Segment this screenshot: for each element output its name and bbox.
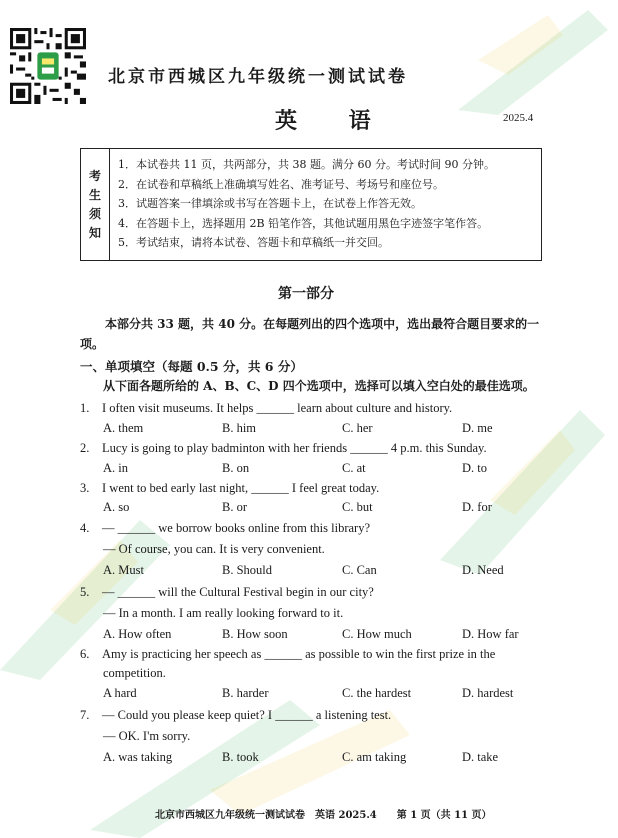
part-intro: 本部分共 33 题，共 40 分。在每题列出的四个选项中，选出最符合题目要求的一项。 <box>80 317 540 351</box>
option-d: D. hardest <box>462 686 514 700</box>
option-c: C. the hardest <box>342 686 412 700</box>
question-text: Lucy is going to play badminton with her friends ______ 4 p.m. this Sunday. <box>102 441 487 455</box>
option-c: C. How much <box>342 627 412 641</box>
notice-item: 4．在答题卡上，选择题用 2B 铅笔作答，其他试题用黑色字迹签字笔作答。 <box>118 216 489 230</box>
question-text: — ______ will the Cultural Festival begin in our city? <box>102 585 374 599</box>
option-c: C. Can <box>342 563 377 577</box>
option-c: C. but <box>342 500 373 514</box>
option-d: D. Need <box>462 563 504 577</box>
option-d: D. to <box>462 461 487 475</box>
question-stem <box>80 521 370 536</box>
watermark-logo-mid-right <box>430 380 618 580</box>
question-number: 1. <box>80 401 90 415</box>
notice-label-char: 知 <box>88 225 101 240</box>
option-d: D. take <box>462 750 499 764</box>
option-a: A. so <box>103 500 130 514</box>
question-stem <box>80 401 452 416</box>
subject-title: 英 语 <box>275 108 393 134</box>
option-b: B. him <box>222 421 257 435</box>
question-text: — ______ we borrow books online from this library? <box>102 521 371 535</box>
option-c: C. her <box>342 421 373 435</box>
option-b: B. took <box>222 750 259 764</box>
notice-label-char: 须 <box>88 206 101 221</box>
question-stem <box>80 585 374 600</box>
qr-code-icon <box>10 28 86 104</box>
option-b: B. How soon <box>222 627 288 641</box>
option-d: D. for <box>462 500 492 514</box>
question-stem <box>80 441 487 456</box>
question-number: 2. <box>80 441 90 455</box>
option-b: B. on <box>222 461 250 475</box>
notice-label-char: 考 <box>88 168 101 183</box>
option-b: B. or <box>222 500 247 514</box>
option-a: A. in <box>103 461 128 475</box>
question-text: — Could you please keep quiet? I ______ a listening test. <box>102 708 392 722</box>
question-number: 4. <box>80 521 90 535</box>
question-text-line: competition. <box>103 666 166 680</box>
question-text: I often visit museums. It helps ______ learn about culture and history. <box>102 401 453 415</box>
examinee-notice-box <box>80 148 542 261</box>
question-number: 5. <box>80 585 90 599</box>
option-a: A. Must <box>103 563 144 577</box>
watermark-logo-top-right <box>438 0 618 120</box>
notice-label <box>81 149 110 260</box>
option-c: C. am taking <box>342 750 407 764</box>
question-text: Amy is practicing her speech as ______ as possible to win the first prize in the <box>102 647 496 661</box>
option-d: D. me <box>462 421 493 435</box>
section-title: 一、单项填空（每题 0.5 分，共 6 分） <box>80 359 303 374</box>
question-number: 7. <box>80 708 90 722</box>
option-a: A hard <box>103 686 137 700</box>
option-c: C. at <box>342 461 366 475</box>
question-number: 3. <box>80 481 90 495</box>
question-stem <box>80 647 495 662</box>
notice-items <box>110 149 541 260</box>
question-stem <box>80 708 391 723</box>
exam-date: 2025.4 <box>503 112 534 124</box>
question-text: I went to bed early last night, ______ I feel great today. <box>102 481 380 495</box>
question-stem <box>80 481 379 496</box>
section-instruction: 从下面各题所给的 A、B、C、D 四个选项中，选择可以填入空白处的最佳选项。 <box>103 379 535 393</box>
option-b: B. Should <box>222 563 273 577</box>
option-a: A. was taking <box>103 750 173 764</box>
option-a: A. How often <box>103 627 172 641</box>
part-title: 第一部分 <box>278 286 334 302</box>
option-b: B. harder <box>222 686 269 700</box>
notice-item: 1．本试卷共 11 页，共两部分，共 38 题。满分 60 分。考试时间 90 分钟。 <box>118 158 495 171</box>
notice-item: 3．试题答案一律填涂或书写在答题卡上，在试卷上作答无效。 <box>118 197 422 210</box>
question-text-line: — Of course, you can. It is very convenient. <box>103 542 325 556</box>
notice-item: 2．在试卷和草稿纸上准确填写姓名、准考证号、考场号和座位号。 <box>118 177 444 191</box>
question-number: 6. <box>80 647 90 661</box>
notice-item: 5．考试结束，请将本试卷、答题卡和草稿纸一并交回。 <box>118 236 389 249</box>
question-text-line: — OK. I'm sorry. <box>103 729 191 743</box>
question-text-line: — In a month. I am really looking forward to it. <box>103 606 344 620</box>
exam-title: 北京市西城区九年级统一测试试卷 <box>108 67 408 87</box>
option-d: D. How far <box>462 627 519 641</box>
option-a: A. them <box>103 421 144 435</box>
notice-label-char: 生 <box>88 187 101 202</box>
page-footer: 北京市西城区九年级统一测试试卷 英语 2025.4 第 1 页（共 11 页） <box>155 810 492 821</box>
